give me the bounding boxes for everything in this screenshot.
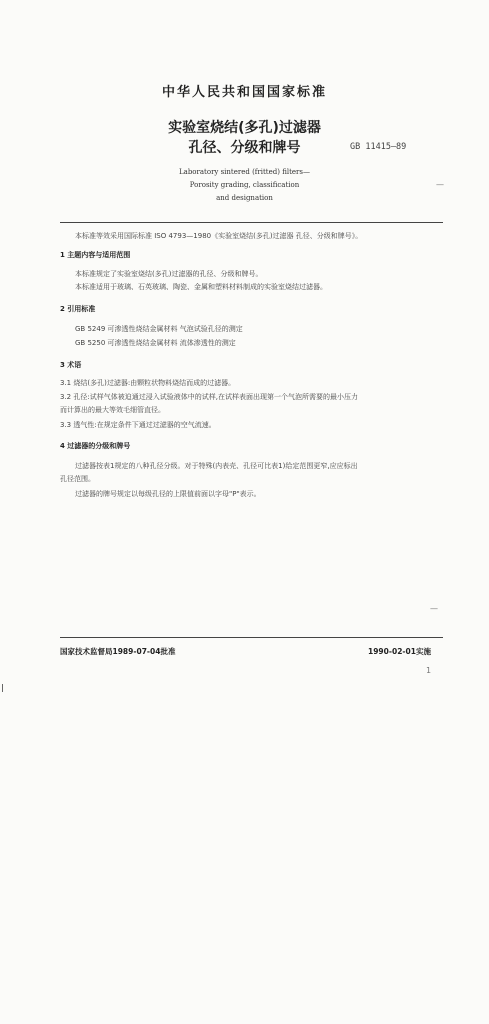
section-4-line: 过滤器按表1规定的八种孔径分级。对于特殊(内表壳、孔径可比表1)给定范围更窄,应应标出 [75, 462, 358, 470]
standard-header: 中华人民共和国国家标准 [161, 85, 327, 100]
section-4-line: 过滤器的牌号规定以每级孔径的上限值前面以字母"P"表示。 [75, 490, 261, 498]
section-3-line: 3.1 烧结(多孔)过滤器:由颗粒状物料烧结而成的过滤器。 [60, 379, 236, 387]
section-3-line: 3.3 透气性:在规定条件下通过过滤器的空气流速。 [60, 421, 216, 429]
binding-mark [2, 684, 3, 692]
margin-mark: — [436, 180, 444, 189]
approval-date: 国家技术监督局1989-07-04批准 [60, 647, 176, 656]
section-4-line: 孔径范围。 [60, 475, 95, 483]
intro-paragraph: 本标准等效采用国际标准 ISO 4793—1980《实验室烧结(多孔)过滤器 孔径、分级和牌号》。 [75, 232, 363, 240]
section-2-line: GB 5249 可渗透性烧结金属材料 气泡试验孔径的测定 [75, 325, 243, 333]
english-title-line-1: Laboratory sintered (fritted) filters— [179, 168, 310, 176]
header-divider [60, 222, 443, 223]
footer-divider [60, 637, 443, 638]
document-title: 实验室烧结(多孔)过滤器 [168, 120, 321, 136]
english-title-line-2: Porosity grading, classification [189, 181, 300, 189]
section-1-heading: 1 主题内容与适用范围 [60, 251, 131, 259]
section-3-line: 而计算出的最大等效毛细管直径。 [60, 406, 165, 414]
margin-mark: — [430, 604, 438, 613]
section-4-heading: 4 过滤器的分级和牌号 [60, 442, 131, 450]
document-subtitle: 孔径、分级和牌号 [188, 140, 301, 156]
section-3-line: 3.2 孔径:试样气体被迫通过浸入试验液体中的试样,在试样表面出现第一个气泡所需要的最小压力 [60, 393, 358, 401]
section-2-heading: 2 引用标准 [60, 305, 96, 313]
standard-number: GB 11415—89 [350, 142, 407, 152]
section-1-line: 本标准适用于玻璃、石英玻璃、陶瓷、金属和塑料材料制成的实验室烧结过滤器。 [75, 283, 327, 291]
page-number: 1 [426, 666, 432, 675]
english-title-line-3: and designation [216, 194, 273, 202]
section-1-line: 本标准规定了实验室烧结(多孔)过滤器的孔径、分级和牌号。 [75, 270, 263, 278]
effective-date: 1990-02-01实施 [368, 647, 431, 656]
section-3-heading: 3 术语 [60, 361, 82, 369]
section-2-line: GB 5250 可渗透性烧结金属材料 流体渗透性的测定 [75, 339, 236, 347]
